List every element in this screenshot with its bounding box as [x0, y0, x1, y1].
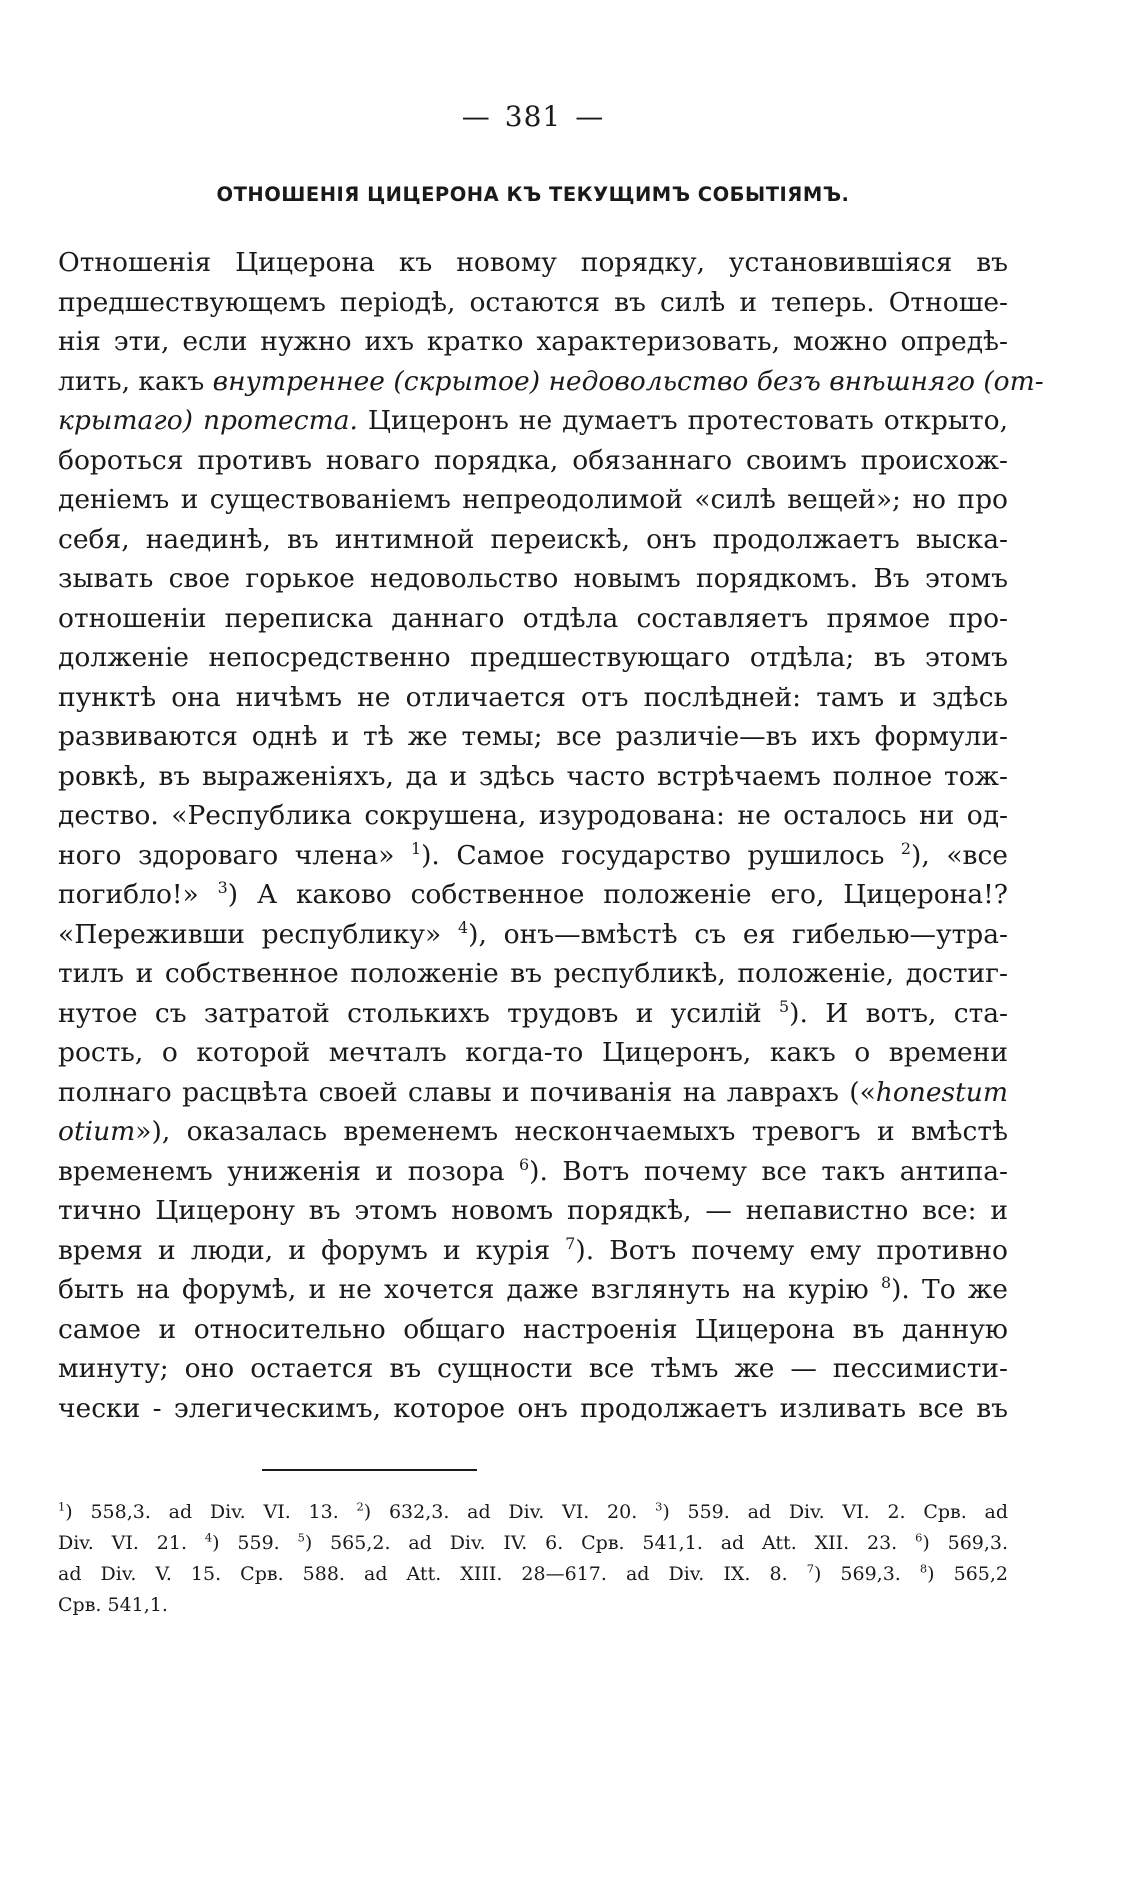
text-line: временемъ униженія и позора $^6$). Вотъ почему все такъ антипа-: [58, 1154, 1008, 1187]
footnote-ref: 1: [410, 838, 422, 858]
text-line: тично Цицерону въ этомъ новомъ порядкѣ, — непавистно все: и: [58, 1195, 1008, 1226]
text-line: самое и относительно общаго настроенія Цицерона въ данную: [58, 1313, 1008, 1345]
footnote-ref: 3: [217, 878, 228, 898]
footnotes: [58, 1497, 1008, 1621]
text-line: нутое съ затратой столькихъ трудовъ и усилій $^5$). И вотъ, ста-: [58, 996, 1008, 1029]
italic-phrase: крытаго) протеста.: [58, 405, 358, 436]
footnote-ref: 4: [458, 917, 469, 937]
text-line: Отношенія Цицерона къ новому порядку, установившіяся въ: [58, 247, 1008, 278]
text-line: крытаго) протеста. Цицеронъ не думаетъ протестовать открыто,: [58, 405, 1008, 436]
text-line: предшествующемъ періодѣ, остаются въ силѣ и теперь. Отноше-: [58, 286, 1008, 318]
text-line: пунктѣ она ничѣмъ не отличается отъ послѣдней: тамъ и здѣсь: [58, 681, 1008, 713]
footnote-line: Срв. 541,1.: [58, 1594, 168, 1616]
footnote-line: ad Div. V. 15. Срв. 588. ad Att. XIII. 28—617. ad Div. IX. 8. $^7$) 569,3. $^8$) 565,2: [58, 1561, 1009, 1585]
footnote-line: Div. VI. 21. $^4$) 559. $^5$) 565,2. ad Div. IV. 6. Срв. 541,1. ad Att. XII. 23. $^6$) 569,3.: [58, 1530, 1009, 1554]
footnote-ref: 2: [900, 838, 912, 858]
italic-latin: honestum: [875, 1076, 1008, 1108]
text-line: деніемъ и существованіемъ непреодолимой «силѣ вещей»; но про: [58, 484, 1008, 515]
body-paragraph: [58, 243, 1044, 1428]
text-line: время и люди, и форумъ и курія $^7$). Вотъ почему ему противно: [58, 1233, 1008, 1266]
footnote-ref: 5: [779, 996, 790, 1016]
text-line: «Переживши республику» $^4$), онъ—вмѣстѣ съ ея гибелью—утра-: [58, 917, 1008, 950]
text-line: ровкѣ, въ выраженіяхъ, да и здѣсь часто встрѣчаемъ полное тож-: [58, 760, 1008, 792]
text-line: долженіе непосредственно предшествующаго отдѣла; въ этомъ: [58, 642, 1008, 673]
text-line: быть на форумѣ, и не хочется даже взглянуть на курію $^8$). То же: [58, 1273, 1008, 1305]
text-line: otium»), оказалась временемъ нескончаемыхъ тревогъ и вмѣстѣ: [58, 1116, 1008, 1147]
text-line: развиваются однѣ и тѣ же темы; все различіе—въ ихъ формули-: [58, 721, 1008, 752]
text-line: нія эти, если нужно ихъ кратко характеризовать, можно опредѣ-: [58, 326, 1008, 357]
text-line: рость, о которой мечталъ когда-то Цицеронъ, какъ о времени: [58, 1037, 1008, 1068]
text-line: ного здороваго члена» $^1$). Самое государство рушилось $^2$), «все: [58, 838, 1008, 871]
footnote-divider: [262, 1469, 477, 1471]
page-number: — 381 —: [461, 100, 605, 133]
italic-phrase: внутреннее (скрытое) недовольство безъ внѣшняго (от-: [212, 365, 1044, 397]
footnote-ref: 6: [519, 1154, 530, 1174]
text-line: лить, какъ внутреннее (скрытое) недовольство безъ внѣшняго (от-: [58, 365, 1044, 397]
text-line: полнаго расцвѣта своей славы и почиванія на лаврахъ («honestum: [58, 1076, 1008, 1108]
footnote-ref: 8: [880, 1273, 892, 1293]
text-line: бороться противъ новаго порядка, обязаннаго своимъ происхож-: [58, 444, 1008, 476]
text-line: минуту; оно остается въ сущности все тѣмъ же — пессимисти-: [58, 1353, 1008, 1384]
text-line: чески - элегическимъ, которое онъ продолжаетъ изливать все въ: [58, 1392, 1008, 1424]
text-line: отношеніи переписка даннаго отдѣла составляетъ прямое про-: [58, 602, 1008, 634]
text-line: себя, наединѣ, въ интимной переискѣ, онъ продолжаетъ выска-: [58, 523, 1008, 555]
dash-left: —: [461, 100, 491, 133]
footnote-ref: 7: [565, 1233, 576, 1253]
dash-right: —: [575, 100, 605, 133]
italic-latin: otium: [58, 1116, 136, 1147]
text-line: погибло!» $^3$) А каково собственное положеніе его, Цицерона!?: [58, 878, 1008, 910]
chapter-heading: ОТНОШЕНІЯ ЦИЦЕРОНА КЪ ТЕКУЩИМЪ СОБЫТІЯМЪ.: [216, 183, 850, 206]
text-line: тилъ и собственное положеніе въ республикѣ, положеніе, достиг-: [58, 958, 1008, 989]
text-line: дество. «Республика сокрушена, изуродована: не осталось ни од-: [58, 800, 1008, 831]
footnote-line: $^1$) 558,3. ad Div. VI. 13. $^2$) 632,3. ad Div. VI. 20. $^3$) 559. ad Div. VI. 2. Срв. ad: [58, 1499, 1009, 1523]
text-line: зывать свое горькое недовольство новымъ порядкомъ. Въ этомъ: [58, 563, 1008, 594]
